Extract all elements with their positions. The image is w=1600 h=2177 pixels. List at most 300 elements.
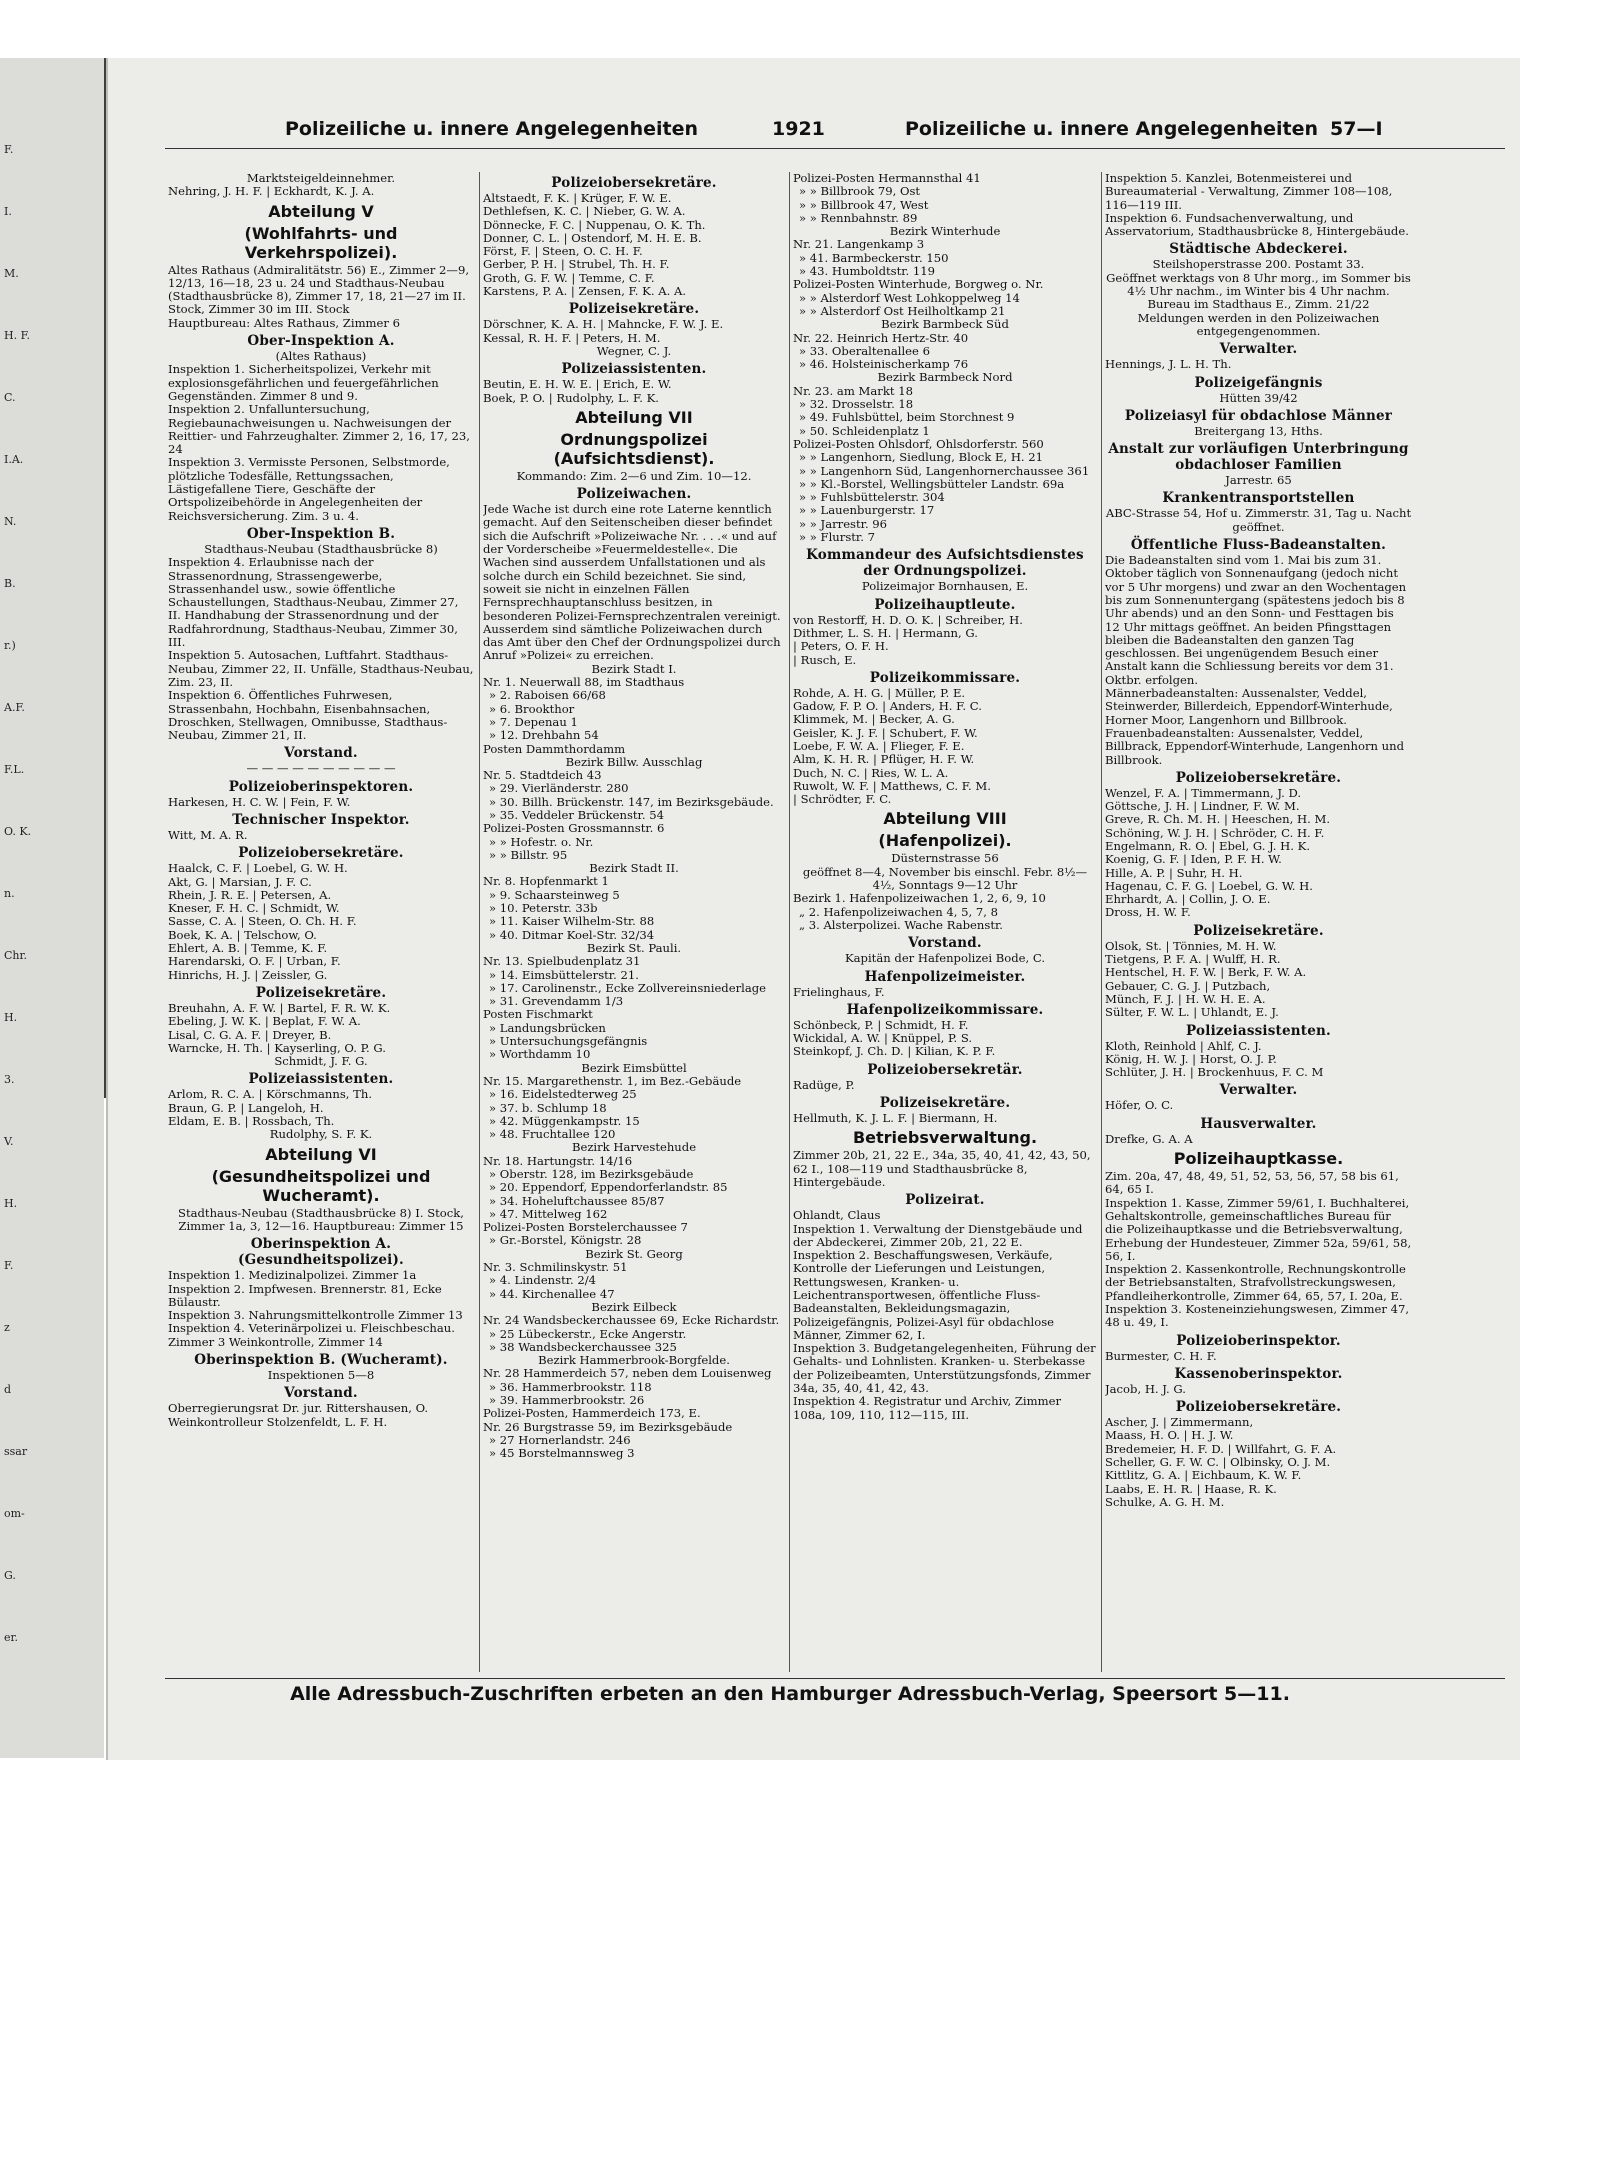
entry-line: Nr. 13. Spielbudenplatz 31	[483, 954, 641, 969]
entry-line: Akt, G. | Marsian, J. F. C.	[168, 874, 312, 889]
entry-line: Inspektion 6. Öffentliches Fuhrwesen, Strassenbahn, Hochbahn, Eisenbahnsachen, Droschken, Stellwagen, Omnibusse, Stadthaus-Neubau, Zimmer 21, II.	[168, 688, 448, 743]
entry-line: Inspektion 3. Budgetangelegenheiten, Führung der Gehalts- und Lohnlisten. Kranken- u. Sterbekasse der Polizeibeamten, Unterstützungsfonds, Zimmer 34a, 35, 40, 41, 42, 43.	[793, 1341, 1096, 1396]
section-heading: Polizeihauptleute.	[874, 596, 1016, 613]
sub-entry-line: » Oberstr. 128, im Bezirksgebäude	[489, 1167, 694, 1181]
sub-entry-line: » 16. Eidelstedterweg 25	[489, 1087, 637, 1102]
entry-line: Sülter, F. W. L. | Uhlandt, E. J.	[1105, 1005, 1279, 1020]
entry-line: Zim. 20a, 47, 48, 49, 51, 52, 53, 56, 57, 58 bis 61, 64, 65 I.	[1105, 1169, 1399, 1197]
centered-line: Rudolphy, S. F. K.	[269, 1127, 373, 1142]
entry-line: Dörschner, K. A. H. | Mahncke, F. W. J. E.	[483, 317, 724, 332]
section-heading: Krankentransportstellen	[1162, 490, 1355, 507]
section-heading: Polizeiassistenten.	[561, 361, 707, 378]
entry-line: Warncke, H. Th. | Kayserling, O. P. G.	[168, 1040, 386, 1055]
centered-line: Bezirk Stadt II.	[589, 861, 679, 876]
margin-fragment: Chr.	[4, 949, 28, 962]
sub-entry-line: » 9. Schaarsteinweg 5	[489, 887, 620, 902]
sub-entry-line: » 37. b. Schlump 18	[489, 1100, 607, 1115]
entry-line: Hellmuth, K. J. L. F. | Biermann, H.	[793, 1111, 998, 1126]
entry-line: Karstens, P. A. | Zensen, F. K. A. A.	[483, 284, 687, 299]
entry-line: Gadow, F. P. O. | Anders, H. F. C.	[793, 699, 982, 714]
sub-entry-line: » 4. Lindenstr. 2/4	[489, 1273, 597, 1288]
department-heading: Abteilung VIII	[883, 809, 1007, 829]
entry-line: Die Badeanstalten sind vom 1. Mai bis zum 31. Oktober täglich von Sonnenaufgang (jedoch nicht vor 5 Uhr morgens) und zwar an den Wochentagen bis zum Sonnenuntergang (spätestens jedoch bis 8 Uhr abends) und an den Sonn- und Festtagen bis 12 Uhr mittags geöffnet. An beiden Pfingsttagen bleiben die Badeanstalten den ganzen Tag geschlossen. Bei ungenügendem Besuch einer Anstalt kann die Schliessung bereits vor dem 31. Oktbr. erfolgen.	[1105, 553, 1407, 687]
column-2	[483, 172, 785, 1692]
entry-line: Nr. 1. Neuerwall 88, im Stadthaus	[483, 675, 685, 690]
centered-line: — — — — — — — — — —	[246, 761, 396, 776]
centered-line: Bezirk Barmbeck Nord	[877, 370, 1013, 385]
entry-line: Nr. 18. Hartungstr. 14/16	[483, 1153, 633, 1168]
entry-line: Donner, C. L. | Ostendorf, M. H. E. B.	[483, 230, 702, 245]
section-heading: Polizeiassistenten.	[1186, 1022, 1331, 1039]
centered-line: ABC-Strasse 54, Hof u. Zimmerstr. 31, Tag u. Nacht geöffnet.	[1105, 506, 1412, 534]
entry-line: Nr. 3. Schmilinskystr. 51	[483, 1260, 628, 1275]
centered-line: Polizeimajor Bornhausen, E.	[861, 579, 1029, 594]
section-heading: Oberinspektion B. (Wucheramt).	[194, 1352, 448, 1368]
entry-line: Boek, K. A. | Telschow, O.	[168, 927, 317, 942]
centered-line: Wegner, C. J.	[596, 343, 672, 358]
entry-line: Münch, F. J. | H. W. H. E. A.	[1105, 991, 1266, 1006]
sub-entry-line: » 50. Schleidenplatz 1	[799, 423, 930, 438]
sub-entry-line: » 30. Billh. Brückenstr. 147, im Bezirksgebäude.	[489, 794, 774, 809]
entry-line: Gerber, P. H. | Strubel, Th. H. F.	[483, 257, 670, 272]
entry-line: Inspektion 2. Kassenkontrolle, Rechnungskontrolle der Betriebsanstalten, Strafvollstreckungswesen, Pfandleiherkontrolle, Zimmer 64, 65, 57, I. 20a, E.	[1105, 1262, 1406, 1303]
entry-line: Boek, P. O. | Rudolphy, L. F. K.	[483, 390, 659, 405]
sub-entry-line: » 14. Eimsbüttelerstr. 21.	[489, 967, 639, 982]
column-1	[168, 172, 474, 1692]
entry-line: Duch, N. C. | Ries, W. L. A.	[793, 765, 949, 780]
centered-line: Jarrestr. 65	[1225, 473, 1292, 488]
margin-fragment: A.F.	[4, 701, 25, 714]
entry-line: Frauenbadeanstalten: Aussenalster, Veddel, Billbrack, Eppendorf-Winterhude, Langenhorn und Billbrook.	[1105, 725, 1405, 767]
entry-line: Hinrichs, H. J. | Zeissler, G.	[168, 967, 328, 982]
entry-line: Altes Rathaus (Admiralitätstr. 56) E., Zimmer 2—9, 12/13, 16—18, 23 u. 24 und Stadthaus-Neubau (Stadthausbrücke 8), Zimmer 17, 18, 21—27 im II. Stock, Zimmer 30 im III. Stock	[168, 262, 470, 317]
entry-line: Göttsche, J. H. | Lindner, F. W. M.	[1105, 799, 1300, 814]
entry-line: Rohde, A. H. G. | Müller, P. E.	[793, 685, 966, 700]
sub-entry-line: » 45 Borstelmannsweg 3	[489, 1446, 635, 1461]
entry-line: Dithmer, L. S. H. | Hermann, G.	[793, 625, 978, 640]
section-heading: Kommandeur des Aufsichtsdienstes der Ordnungspolizei.	[806, 547, 1084, 580]
entry-line: Geisler, K. J. F. | Schubert, F. W.	[793, 725, 978, 740]
section-heading: Polizeirat.	[905, 1192, 985, 1209]
margin-fragment: er.	[4, 1631, 19, 1644]
entry-line: Frielinghaus, F.	[793, 984, 885, 999]
centered-line: Bezirk Eimsbüttel	[581, 1060, 687, 1075]
section-heading: Polizeiobersekretäre.	[1175, 769, 1342, 786]
entry-line: Engelmann, R. O. | Ebel, G. J. H. K.	[1105, 838, 1311, 853]
sub-entry-line: » 20. Eppendorf, Eppendorferlandstr. 85	[489, 1180, 728, 1195]
entry-line: Witt, M. A. R.	[168, 827, 248, 842]
entry-line: | Rusch, E.	[793, 652, 857, 667]
entry-line: Polizei-Posten Borstelerchaussee 7	[483, 1220, 688, 1235]
sub-entry-line: » » Billstr. 95	[489, 847, 568, 862]
sub-entry-line: „ 2. Hafenpolizeiwachen 4, 5, 7, 8	[799, 904, 999, 919]
sub-entry-line: » 46. Holsteinischerkamp 76	[799, 357, 969, 372]
entry-line: Kloth, Reinhold | Ahlf, C. J.	[1105, 1038, 1262, 1053]
department-heading: (Hafenpolizei).	[878, 831, 1012, 851]
entry-line: Braun, G. P. | Langeloh, H.	[168, 1100, 324, 1115]
entry-line: Gebauer, C. G. J. | Putzbach,	[1105, 978, 1271, 993]
section-heading: Polizeisekretäre.	[879, 1095, 1011, 1112]
section-heading: Hafenpolizeimeister.	[864, 968, 1026, 985]
sub-entry-line: » » Fuhlsbüttelerstr. 304	[799, 490, 945, 505]
section-heading: Polizeioberinspektoren.	[228, 778, 414, 795]
sub-entry-line: » 25 Lübeckerstr., Ecke Angerstr.	[489, 1326, 687, 1341]
margin-fragment: ssar	[4, 1445, 28, 1458]
section-heading: Vorstand.	[284, 1385, 358, 1402]
margin-fragment: V.	[4, 1135, 14, 1148]
section-heading: Polizeioberinspektor.	[1176, 1332, 1341, 1349]
entry-line: Inspektion 3. Kosteneinziehungswesen, Zimmer 47, 48 u. 49, I.	[1105, 1302, 1410, 1330]
margin-fragment: G.	[4, 1569, 16, 1582]
entry-line: Ehlert, A. B. | Temme, K. F.	[168, 941, 328, 956]
entry-line: Inspektion 1. Medizinalpolizei. Zimmer 1a	[168, 1268, 417, 1283]
entry-line: Radüge, P.	[793, 1077, 855, 1092]
entry-line: Sasse, C. A. | Steen, O. Ch. H. F.	[168, 914, 357, 929]
entry-line: Wenzel, F. A. | Timmermann, J. D.	[1105, 785, 1302, 800]
sub-entry-line: » Gr.-Borstel, Königstr. 28	[489, 1233, 642, 1248]
entry-line: Koenig, G. F. | Iden, P. F. H. W.	[1105, 852, 1282, 867]
entry-line: Ebeling, J. W. K. | Beplat, F. W. A.	[168, 1014, 361, 1029]
sub-entry-line: » 40. Ditmar Koel-Str. 32/34	[489, 927, 655, 942]
section-heading: Vorstand.	[284, 745, 358, 762]
centered-line: Stadthaus-Neubau (Stadthausbrücke 8)	[204, 541, 438, 556]
entry-line: Posten Fischmarkt	[483, 1007, 593, 1022]
department-heading: Ordnungspolizei (Aufsichtsdienst).	[553, 429, 715, 468]
centered-line: Geöffnet werktags von 8 Uhr morg., im Sommer bis 4½ Uhr nachm., im Winter bis 4 Uhr nachm. Bureau im Stadthaus E., Zimm. 21/22	[1106, 270, 1411, 312]
entry-line: Beutin, E. H. W. E. | Erich, E. W.	[483, 377, 672, 392]
entry-line: Kessal, R. H. F. | Peters, H. M.	[483, 330, 661, 345]
department-heading: Abteilung VI	[265, 1144, 377, 1164]
sub-entry-line: » 10. Peterstr. 33b	[489, 901, 598, 916]
section-heading: Ober-Inspektion B.	[246, 525, 396, 542]
sub-entry-line: » 41. Barmbeckerstr. 150	[799, 250, 949, 265]
sub-entry-line: » 11. Kaiser Wilhelm-Str. 88	[489, 914, 655, 929]
sub-entry-line: » Worthdamm 10	[489, 1047, 591, 1062]
entry-line: Nr. 28 Hammerdeich 57, neben dem Louisenweg	[483, 1366, 772, 1381]
footer-rule	[165, 1678, 1505, 1679]
sub-entry-line: » 29. Vierländerstr. 280	[489, 781, 629, 796]
margin-fragment: M.	[4, 267, 19, 280]
section-heading: Polizeigefängnis	[1194, 374, 1323, 391]
entry-line: Nr. 8. Hopfenmarkt 1	[483, 874, 609, 889]
entry-line: Groth, G. F. W. | Temme, C. F.	[483, 270, 655, 285]
entry-line: Weinkontrolleur Stolzenfeldt, L. F. H.	[168, 1414, 388, 1429]
entry-line: Inspektion 1. Verwaltung der Dienstgebäude und der Abdeckerei, Zimmer 20b, 21, 22 E.	[793, 1221, 1083, 1249]
entry-line: Höfer, O. C.	[1105, 1098, 1174, 1113]
centered-line: geöffnet 8—4, November bis einschl. Febr. 8½—4½, Sonntags 9—12 Uhr	[802, 864, 1088, 893]
margin-fragment: d	[4, 1383, 12, 1396]
section-heading: Polizeiobersekretäre.	[1175, 1399, 1342, 1416]
margin-fragment: N.	[4, 515, 17, 528]
department-heading: (Gesundheitspolizei und Wucheramt).	[211, 1166, 431, 1205]
sub-entry-line: » » Billbrook 47, West	[799, 197, 929, 212]
department-heading: Betriebsverwaltung.	[852, 1128, 1038, 1148]
entry-line: Ascher, J. | Zimmermann,	[1105, 1415, 1254, 1430]
centered-line: Bezirk Winterhude	[889, 224, 1001, 239]
header-page-number: 57—I	[1330, 118, 1383, 140]
entry-line: Oberregierungsrat Dr. jur. Rittershausen, O.	[168, 1401, 429, 1416]
section-heading: Polizeiobersekretär.	[867, 1061, 1023, 1078]
entry-line: Inspektion 5. Autosachen, Luftfahrt. Stadthaus-Neubau, Zimmer 22, II. Unfälle, Stadthaus-Neubau, Zim. 23, II.	[168, 648, 474, 689]
margin-fragment: 3.	[4, 1073, 15, 1086]
margin-fragment: I.A.	[4, 453, 24, 466]
entry-line: Steinkopf, J. Ch. D. | Kilian, K. P. F.	[793, 1044, 996, 1059]
margin-fragment: F.	[4, 1259, 14, 1272]
entry-line: Inspektion 2. Unfalluntersuchung, Regiebaunachweisungen u. Nachweisungen der Reittier- und Fahrzeughalter. Zimmer 2, 16, 17, 23, 24	[168, 402, 470, 457]
header-rule	[165, 148, 1505, 149]
entry-line: Inspektion 4. Registratur und Archiv, Zimmer 108a, 109, 110, 112—115, III.	[793, 1394, 1062, 1422]
column-divider	[1101, 172, 1102, 1672]
sub-entry-line: » 47. Mittelweg 162	[489, 1206, 608, 1221]
sub-entry-line: » 7. Depenau 1	[489, 714, 578, 729]
sub-entry-line: » 2. Raboisen 66/68	[489, 688, 606, 703]
margin-fragment: z	[4, 1321, 10, 1334]
margin-fragment: H.	[4, 1197, 18, 1210]
sub-entry-line: » » Hofestr. o. Nr.	[489, 834, 594, 849]
sub-entry-line: » 34. Hoheluftchaussee 85/87	[489, 1193, 665, 1208]
centered-line: Inspektionen 5—8	[267, 1368, 375, 1382]
sub-entry-line: » Untersuchungsgefängnis	[489, 1034, 648, 1049]
entry-line: | Schrödter, F. C.	[793, 792, 892, 807]
sub-entry-line: » 17. Carolinenstr., Ecke Zollvereinsniederlage	[489, 980, 767, 995]
department-heading: Abteilung VII	[575, 407, 693, 427]
entry-line: Nr. 24 Wandsbeckerchaussee 69, Ecke Richardstr.	[483, 1313, 780, 1328]
section-heading: Polizeisekretäre.	[1193, 922, 1324, 939]
entry-line: Polizei-Posten Winterhude, Borgweg o. Nr.	[793, 277, 1044, 292]
sub-entry-line: » » Lauenburgerstr. 17	[799, 503, 935, 518]
sub-entry-line: » » Alsterdorf West Lohkoppelweg 14	[799, 290, 1020, 305]
section-heading: Anstalt zur vorläufigen Unterbringung obdachloser Familien	[1108, 441, 1409, 474]
entry-line: von Restorff, H. D. O. K. | Schreiber, H.	[793, 612, 1023, 627]
centered-line: Bezirk Stadt I.	[591, 661, 677, 676]
sub-entry-line: » 31. Grevendamm 1/3	[489, 994, 624, 1009]
entry-line: Först, F. | Steen, O. C. H. F.	[483, 244, 643, 259]
entry-line: Alm, K. H. R. | Pflüger, H. F. W.	[793, 752, 975, 767]
entry-line: Schönbeck, P. | Schmidt, H. F.	[793, 1017, 969, 1032]
entry-line: Hauptbureau: Altes Rathaus, Zimmer 6	[168, 315, 401, 330]
department-heading: Abteilung V	[268, 201, 374, 221]
entry-line: Ohlandt, Claus	[793, 1208, 881, 1223]
sub-entry-line: » » Langenhorn Süd, Langenhornerchaussee 361	[799, 463, 1090, 478]
left-page-edge	[0, 58, 104, 1758]
entry-line: Inspektion 1. Sicherheitspolizei, Verkehr mit explosionsgefährlichen und feuergefährlichen Gegenständen. Zimmer 8 und 9.	[168, 362, 439, 403]
section-heading: Polizeisekretäre.	[255, 984, 387, 1001]
sub-entry-line: » » Flurstr. 7	[799, 530, 875, 545]
sub-entry-line: » 36. Hammerbrookstr. 118	[489, 1379, 652, 1394]
centered-line: Stadthaus-Neubau (Stadthausbrücke 8) I. Stock, Zimmer 1a, 3, 12—16. Hauptbureau: Zimmer 15	[178, 1205, 464, 1233]
centered-line: Breitergang 13, Hths.	[1194, 423, 1323, 438]
centered-line: Kommando: Zim. 2—6 und Zim. 10—12.	[516, 468, 752, 483]
entry-line: Polizei-Posten, Hammerdeich 173, E.	[483, 1406, 701, 1421]
department-heading: Polizeihauptkasse.	[1173, 1149, 1344, 1169]
section-heading: Verwalter.	[1219, 1082, 1298, 1099]
entry-line: Ruwolt, W. F. | Matthews, C. F. M.	[793, 778, 991, 793]
margin-fragment: B.	[4, 577, 16, 590]
sub-entry-line: » 32. Drosselstr. 18	[799, 397, 914, 412]
footer-notice: Alle Adressbuch-Zuschriften erbeten an den Hamburger Adressbuch-Verlag, Speersort 5—11.	[290, 1683, 1290, 1705]
section-heading: Kassenoberinspektor.	[1174, 1365, 1343, 1382]
centered-line: Bezirk Hammerbrook-Borgfelde.	[538, 1353, 730, 1368]
entry-line: Lisal, C. G. A. F. | Dreyer, B.	[168, 1027, 332, 1042]
section-heading: Technischer Inspektor.	[232, 811, 410, 828]
entry-line: Breuhahn, A. F. W. | Bartel, F. R. W. K.	[168, 1000, 391, 1015]
sub-entry-line: » 49. Fuhlsbüttel, beim Storchnest 9	[799, 410, 1015, 425]
centered-line: Bezirk Billw. Ausschlag	[565, 754, 703, 769]
entry-line: Inspektion 3. Nahrungsmittelkontrolle Zimmer 13	[168, 1308, 463, 1323]
centered-line: Steilshoperstrasse 200. Postamt 33.	[1152, 257, 1365, 272]
section-heading: Polizeiassistenten.	[248, 1071, 394, 1088]
margin-fragment: r.)	[4, 639, 16, 652]
entry-line: Kittlitz, G. A. | Eichbaum, K. W. F.	[1105, 1468, 1302, 1483]
entry-line: Posten Dammthordamm	[483, 741, 626, 756]
sub-entry-line: » » Kl.-Borstel, Wellingsbütteler Landstr. 69a	[799, 476, 1065, 491]
centered-line: Schmidt, J. F. G.	[274, 1054, 368, 1069]
entry-line: Inspektion 5. Kanzlei, Botenmeisterei und Bureaumaterial - Verwaltung, Zimmer 108—108, 116—119 III.	[1105, 172, 1393, 212]
sub-entry-line: » 38 Wandsbeckerchaussee 325	[489, 1339, 677, 1354]
entry-line: Polizei-Posten Grossmannstr. 6	[483, 821, 665, 836]
entry-line: Nr. 5. Stadtdeich 43	[483, 768, 602, 783]
column-3	[793, 172, 1097, 1692]
entry-line: Maass, H. O. | H. J. W.	[1105, 1428, 1234, 1443]
entry-line: Jacob, H. J. G.	[1105, 1381, 1186, 1396]
entry-line: Laabs, E. H. R. | Haase, R. K.	[1105, 1481, 1277, 1496]
entry-line: Hennings, J. L. H. Th.	[1105, 357, 1232, 372]
sub-entry-line: » 39. Hammerbrookstr. 26	[489, 1393, 645, 1408]
entry-line: Greve, R. Ch. M. H. | Heeschen, H. M.	[1105, 812, 1331, 827]
entry-line: | Peters, O. F. H.	[793, 639, 889, 654]
sub-entry-line: » » Billbrook 79, Ost	[799, 184, 921, 199]
entry-line: Schulke, A. G. H. M.	[1105, 1494, 1225, 1509]
entry-line: Klimmek, M. | Becker, A. G.	[793, 712, 955, 727]
header-left-title: Polizeiliche u. innere Angelegenheiten	[285, 118, 699, 140]
entry-line: Olsok, St. | Tönnies, M. H. W.	[1105, 938, 1277, 953]
entry-line: Harendarski, O. F. | Urban, F.	[168, 954, 341, 969]
section-heading: Polizeiwachen.	[576, 486, 692, 503]
entry-line: Schöning, W. J. H. | Schröder, C. H. F.	[1105, 825, 1325, 840]
centered-line: (Altes Rathaus)	[275, 349, 367, 364]
entry-line: Wickidal, A. W. | Knüppel, P. S.	[793, 1031, 973, 1046]
margin-fragment: C.	[4, 391, 16, 404]
entry-line: Nr. 21. Langenkamp 3	[793, 237, 925, 252]
entry-line: Dethlefsen, K. C. | Nieber, G. W. A.	[483, 204, 686, 219]
entry-line: Hille, A. P. | Suhr, H. H.	[1105, 865, 1243, 880]
column-divider	[789, 172, 790, 1672]
sub-entry-line: » » Langenhorn, Siedlung, Block E, H. 21	[799, 450, 1044, 465]
entry-line: Polizei-Posten Ohlsdorf, Ohlsdorferstr. 560	[793, 436, 1044, 451]
sub-entry-line: » 6. Brookthor	[489, 701, 575, 716]
entry-line: Harkesen, H. C. W. | Fein, F. W.	[168, 794, 351, 809]
entry-line: Jede Wache ist durch eine rote Laterne kenntlich gemacht. Auf den Seitenscheiben dieser befindet sich die Aufschrift »Polizeiwache Nr. . . .« und auf der Vorderscheibe »Feuermeldestelle«. Die Wachen sind ausserdem Unfallstationen und als solche durch ein Schild bezeichnet. Sie sind, soweit sie nicht in einzelnen Fällen Fernsprechhauptanschluss besitzen, in besonderen Polizei-Fernsprechzentralen vereinigt. Ausserdem sind sämtliche Polizeiwachen durch das Amt über den Chef der Ordnungspolizei durch Anruf »Polizei« zu erreichen.	[483, 502, 781, 663]
entry-line: Burmester, C. H. F.	[1105, 1348, 1217, 1363]
centered-line: Hütten 39/42	[1219, 390, 1298, 405]
section-heading: Polizeiobersekretäre.	[551, 175, 717, 191]
margin-fragment: om-	[4, 1507, 25, 1520]
margin-fragment: F.	[4, 143, 14, 156]
centered-line: Marktsteigeldeinnehmer.	[246, 172, 396, 185]
sub-entry-line: » 27 Hornerlandstr. 246	[489, 1432, 631, 1447]
sub-entry-line: » 12. Drehbahn 54	[489, 728, 599, 743]
margin-fragment: F.L.	[4, 763, 25, 776]
entry-line: Nehring, J. H. F. | Eckhardt, K. J. A.	[168, 184, 375, 199]
entry-line: Inspektion 4. Erlaubnisse nach der Strassenordnung, Strassengewerbe, Strassenhandel usw., sowie öffentliche Schaustellungen, Stadthaus-Neubau, Zimmer 27, II. Handhabung der Strassenordnung und der Radfahrordnung, Stadthaus-Neubau, Zimmer 30, III.	[168, 555, 459, 650]
entry-line: Arlom, R. C. A. | Körschmanns, Th.	[168, 1087, 373, 1102]
entry-line: Ehrhardt, A. | Collin, J. O. E.	[1105, 892, 1271, 907]
header-year: 1921	[772, 118, 825, 140]
entry-line: König, H. W. J. | Horst, O. J. P.	[1105, 1051, 1277, 1066]
entry-line: Inspektion 3. Vermisste Personen, Selbstmorde, plötzliche Todesfälle, Rettungssachen, Lästigefallene Tiere, Geschäfte der Ortspolizeibehörde in Angelegenheiten der Reichsversicherung. Zim. 3 u. 4.	[168, 455, 450, 523]
section-heading: Hausverwalter.	[1200, 1115, 1317, 1132]
section-heading: Polizeikommissare.	[869, 669, 1021, 686]
sub-entry-line: » Landungsbrücken	[489, 1020, 606, 1035]
department-heading: (Wohlfahrts- und Verkehrspolizei).	[244, 223, 398, 262]
entry-line: Altstaedt, F. K. | Krüger, F. W. E.	[483, 191, 672, 205]
section-heading: Vorstand.	[908, 935, 982, 952]
centered-line: Düsternstrasse 56	[891, 851, 999, 866]
entry-line: Dross, H. W. F.	[1105, 905, 1191, 920]
centered-line: Bezirk St. Georg	[585, 1246, 683, 1261]
entry-line: Eldam, E. B. | Rossbach, Th.	[168, 1114, 335, 1129]
section-heading: Verwalter.	[1219, 341, 1298, 358]
sub-entry-line: » 42. Müggenkampstr. 15	[489, 1113, 640, 1128]
sub-entry-line: » » Jarrestr. 96	[799, 516, 888, 531]
header-right-title: Polizeiliche u. innere Angelegenheiten	[905, 118, 1319, 140]
entry-line: Inspektion 2. Beschaffungswesen, Verkäufe, Kontrolle der Lieferungen und Leistungen, Rettungswesen, Kranken- u. Leichentransportwesen, öffentliche Fluss-Badeanstalten, Bekleidungsmagazin, Polizeigefängnis, Polizei-Asyl für obdachlose Männer, Zimmer 62, I.	[793, 1248, 1055, 1342]
entry-line: Polizei-Posten Hermannsthal 41	[793, 172, 981, 185]
entry-line: Drefke, G. A. A	[1105, 1131, 1193, 1146]
centered-line: Bezirk St. Pauli.	[586, 940, 682, 955]
entry-line: Haalck, C. F. | Loebel, G. W. H.	[168, 861, 348, 876]
entry-line: Bezirk 1. Hafenpolizeiwachen 1, 2, 6, 9, 10	[793, 891, 1046, 906]
centered-line: Kapitän der Hafenpolizei Bode, C.	[844, 951, 1046, 966]
entry-line: Nr. 23. am Markt 18	[793, 383, 913, 398]
section-heading: Polizeiobersekretäre.	[238, 845, 404, 862]
entry-line: Nr. 22. Heinrich Hertz-Str. 40	[793, 330, 969, 345]
entry-line: Hentschel, H. F. W. | Berk, F. W. A.	[1105, 965, 1307, 980]
sub-entry-line: » » Rennbahnstr. 89	[799, 210, 918, 225]
entry-line: Loebe, F. W. A. | Flieger, F. E.	[793, 738, 965, 753]
entry-line: Dönnecke, F. C. | Nuppenau, O. K. Th.	[483, 217, 706, 232]
entry-line: Inspektion 1. Kasse, Zimmer 59/61, I. Buchhalterei, Gehaltskontrolle, gemeinschaftliches Bureau für die Polizeihauptkasse und die Betriebsverwaltung, Erhebung der Hundesteuer, Zimmer 52a, 59/61, 58, 56, I.	[1105, 1195, 1412, 1263]
centered-line: Bezirk Harvestehude	[571, 1140, 697, 1155]
centered-line: Bezirk Eilbeck	[591, 1299, 677, 1314]
sub-entry-line: „ 3. Alsterpolizei. Wache Rabenstr.	[799, 917, 1003, 932]
section-heading: Polizeiasyl für obdachlose Männer	[1124, 407, 1393, 424]
section-heading: Hafenpolizeikommissare.	[846, 1001, 1044, 1018]
centered-line: Meldungen werden in den Polizeiwachen entgegengenommen.	[1137, 310, 1380, 338]
entry-line: Inspektion 2. Impfwesen. Brennerstr. 81, Ecke Bülaustr.	[168, 1281, 442, 1309]
sub-entry-line: » 33. Oberaltenallee 6	[799, 343, 930, 358]
entry-line: Bredemeier, H. F. D. | Willfahrt, G. F. A.	[1105, 1441, 1337, 1456]
entry-line: Männerbadeanstalten: Aussenalster, Veddel, Steinwerder, Billerdeich, Eppendorf-Winterhude, Horner Moor, Langenhorn und Billbrook.	[1105, 686, 1393, 727]
section-heading: Städtische Abdeckerei.	[1169, 241, 1348, 258]
entry-line: Hagenau, C. F. G. | Loebel, G. W. H.	[1105, 878, 1313, 893]
entry-line: Nr. 26 Burgstrasse 59, im Bezirksgebäude	[483, 1419, 733, 1434]
margin-fragment: H. F.	[4, 329, 31, 342]
entry-line: Inspektion 4. Veterinärpolizei u. Fleischbeschau. Zimmer 3 Weinkontrolle, Zimmer 14	[168, 1321, 455, 1349]
entry-line: Tietgens, P. F. A. | Wulff, H. R.	[1105, 952, 1281, 967]
entry-line: Rhein, J. R. E. | Petersen, A.	[168, 887, 332, 902]
margin-fragment: H.	[4, 1011, 18, 1024]
margin-fragment: I.	[4, 205, 12, 218]
sub-entry-line: » » Alsterdorf Ost Heilholtkamp 21	[799, 303, 1006, 318]
margin-fragment: n.	[4, 887, 15, 900]
column-divider	[479, 172, 480, 1672]
margin-fragment: O. K.	[4, 825, 32, 838]
sub-entry-line: » 48. Fruchtallee 120	[489, 1127, 616, 1142]
sub-entry-line: » 35. Veddeler Brückenstr. 54	[489, 807, 664, 822]
entry-line: Nr. 15. Margarethenstr. 1, im Bez.-Gebäude	[483, 1073, 742, 1088]
entry-line: Schlüter, J. H. | Brockenhuus, F. C. M	[1105, 1065, 1324, 1080]
